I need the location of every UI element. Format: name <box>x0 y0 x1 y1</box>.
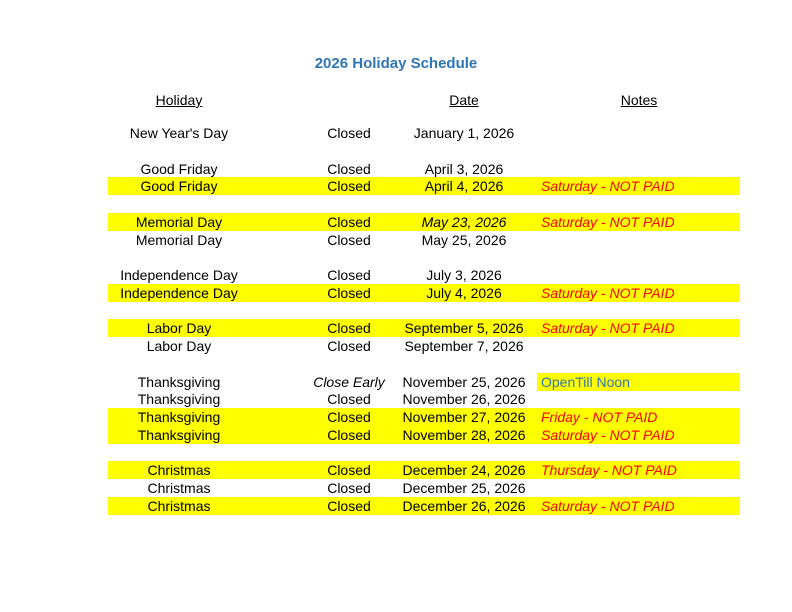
table-row <box>108 461 740 479</box>
holiday-status: Closed <box>327 125 371 141</box>
holiday-status: Closed <box>327 214 371 230</box>
holiday-name: Good Friday <box>140 178 218 194</box>
holiday-date: December 25, 2026 <box>402 480 526 496</box>
holiday-date: July 3, 2026 <box>426 267 502 283</box>
table-row <box>108 177 740 195</box>
holiday-date: November 26, 2026 <box>402 391 526 407</box>
holiday-date: September 5, 2026 <box>404 320 524 336</box>
table-row <box>108 373 740 391</box>
holiday-name: Labor Day <box>146 320 212 336</box>
holiday-status: Closed <box>327 498 371 514</box>
holiday-date: November 27, 2026 <box>402 409 526 425</box>
table-row <box>108 390 740 408</box>
holiday-name: Christmas <box>147 498 211 514</box>
holiday-note: Friday - NOT PAID <box>541 409 658 425</box>
table-row <box>108 408 740 426</box>
holiday-name: Thanksgiving <box>137 427 221 443</box>
holiday-date: April 4, 2026 <box>424 178 504 194</box>
holiday-note: Saturday - NOT PAID <box>541 427 675 443</box>
table-row <box>108 213 740 231</box>
holiday-date: April 3, 2026 <box>424 161 504 177</box>
holiday-status: Closed <box>327 409 371 425</box>
holiday-date: December 24, 2026 <box>402 462 526 478</box>
holiday-status: Close Early <box>313 374 385 390</box>
holiday-note: OpenTill Noon <box>541 374 630 390</box>
holiday-name: Independence Day <box>120 267 238 283</box>
table-row <box>108 337 740 355</box>
holiday-date: January 1, 2026 <box>413 125 515 141</box>
table-row <box>108 266 740 284</box>
table-row <box>108 319 740 337</box>
holiday-name: Christmas <box>147 462 211 478</box>
table-row <box>108 497 740 515</box>
holiday-status: Closed <box>327 391 371 407</box>
holiday-name: Memorial Day <box>135 214 223 230</box>
holiday-name: Thanksgiving <box>137 374 221 390</box>
table-row <box>108 479 740 497</box>
holiday-name: Thanksgiving <box>137 409 221 425</box>
holiday-date: November 25, 2026 <box>402 374 526 390</box>
table-row <box>108 160 740 178</box>
holiday-name: New Year's Day <box>129 125 229 141</box>
table-row <box>108 284 740 302</box>
holiday-status: Closed <box>327 267 371 283</box>
table-row <box>108 426 740 444</box>
holiday-note: Saturday - NOT PAID <box>541 178 675 194</box>
holiday-status: Closed <box>327 462 371 478</box>
holiday-status: Closed <box>327 480 371 496</box>
holiday-note: Saturday - NOT PAID <box>541 498 675 514</box>
holiday-status: Closed <box>327 338 371 354</box>
holiday-note: Saturday - NOT PAID <box>541 285 675 301</box>
holiday-date: November 28, 2026 <box>402 427 526 443</box>
holiday-note: Thursday - NOT PAID <box>541 462 677 478</box>
holiday-status: Closed <box>327 285 371 301</box>
table-row <box>108 231 740 249</box>
holiday-date: December 26, 2026 <box>402 498 526 514</box>
holiday-name: Thanksgiving <box>137 391 221 407</box>
holiday-status: Closed <box>327 232 371 248</box>
holiday-status: Closed <box>327 320 371 336</box>
table-row <box>108 124 740 142</box>
holiday-name: Christmas <box>147 480 211 496</box>
notes-column-header: Notes <box>620 92 658 108</box>
holiday-name: Independence Day <box>120 285 238 301</box>
holiday-note: Saturday - NOT PAID <box>541 214 675 230</box>
holiday-column-header: Holiday <box>155 92 203 108</box>
page-title: 2026 Holiday Schedule <box>314 55 478 72</box>
holiday-date: May 23, 2026 <box>421 214 507 230</box>
holiday-name: Labor Day <box>146 338 212 354</box>
holiday-status: Closed <box>327 161 371 177</box>
holiday-date: September 7, 2026 <box>404 338 524 354</box>
holiday-status: Closed <box>327 178 371 194</box>
holiday-status: Closed <box>327 427 371 443</box>
holiday-date: July 4, 2026 <box>426 285 502 301</box>
holiday-date: May 25, 2026 <box>421 232 507 248</box>
holiday-note: Saturday - NOT PAID <box>541 320 675 336</box>
date-column-header: Date <box>449 92 479 108</box>
holiday-name: Memorial Day <box>135 232 223 248</box>
holiday-name: Good Friday <box>140 161 218 177</box>
